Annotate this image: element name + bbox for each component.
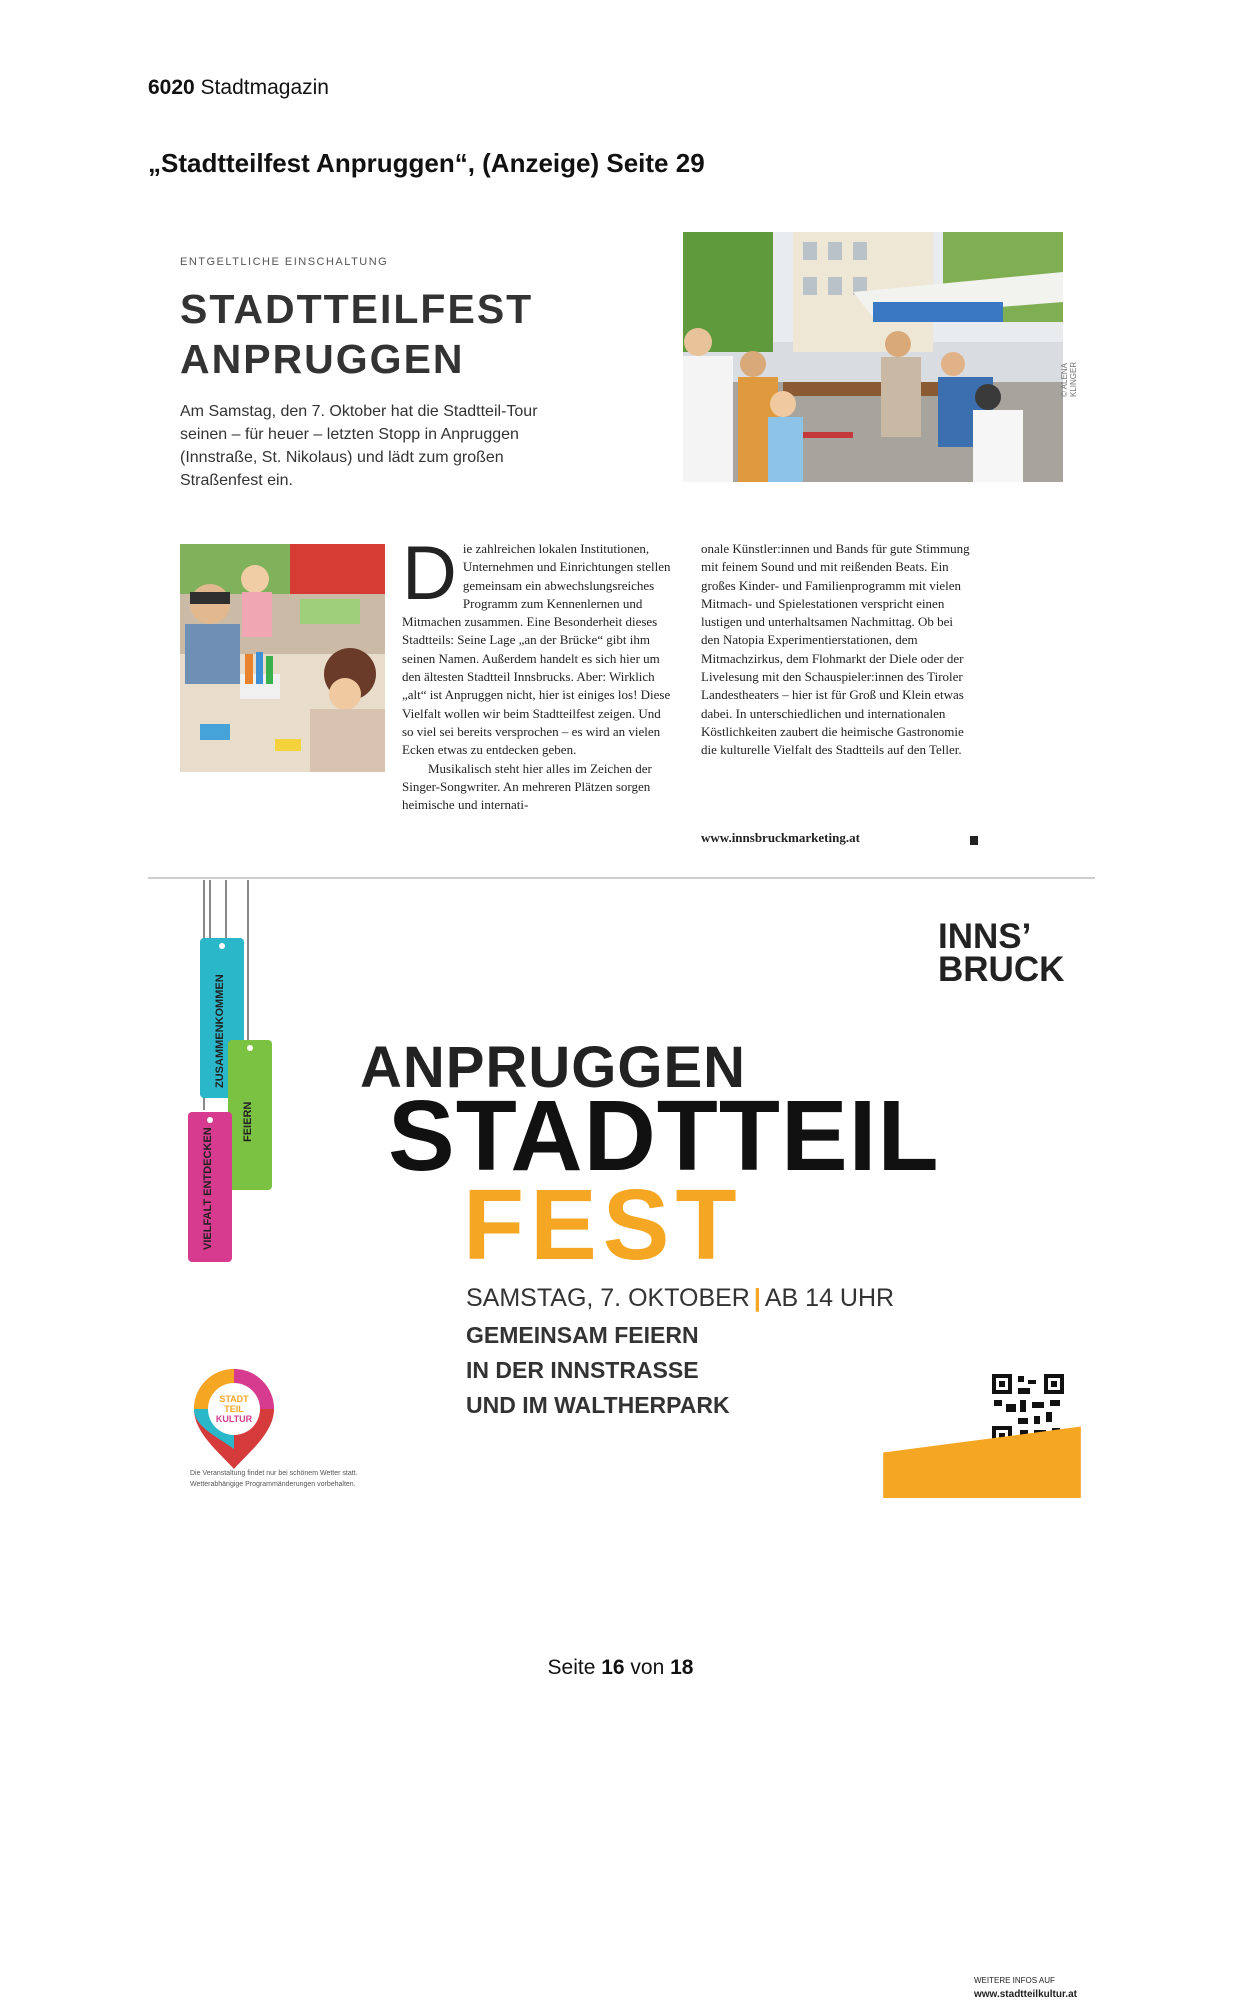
- innsbruck-logo: [938, 917, 1065, 989]
- body-column-2: onale Künstler:innen und Bands für gute Stimmung mit feinem Sound und mit reißenden Beats. Ein großes Kinder- und Familienprogramm mit vielen Mitmach- und Spielestationen verspricht einen lustigen und unterhaltsamen Nachmittag. Ob bei den Natopia Experimentierstationen, dem Mitmachzirkus, dem Flohmarkt der Diele oder der Livelesung mit den Schauspieler:innen des Tiroler Landestheaters – hier ist für Groß und Klein etwas dabei. In unterschiedlichen und internationalen Köstlichkeiten zaubert die heimische Gastronomie die kulturelle Vielfalt des Stadtteils auf den Teller.: [701, 541, 970, 758]
- body-paragraph-2: Musikalisch steht hier alles im Zeichen der Singer-Songwriter. An mehreren Plätzen sorgen heimische und internati-: [402, 760, 652, 813]
- footer-middle: von: [624, 1656, 671, 1679]
- page-footer: [0, 1656, 1241, 1680]
- info-banner-shape: [882, 1408, 1082, 1498]
- badge-line-3: KULTUR: [215, 1414, 253, 1424]
- article-title: „Stadtteilfest Anpruggen“, (Anzeige) Seite 29: [148, 148, 705, 178]
- infos-label: WEITERE INFOS AUF: [974, 1976, 1055, 1985]
- section-divider: [148, 877, 1095, 879]
- ad-date-time: AB 14 UHR: [764, 1284, 895, 1312]
- logo-line-2: BRUCK: [938, 950, 1065, 989]
- tag-vielfalt-entdecken: VIELFALT ENTDECKEN: [202, 1127, 214, 1250]
- footer-total-pages: 18: [670, 1656, 694, 1679]
- badge-line-1: STADT: [219, 1394, 249, 1404]
- ad-date: [466, 1284, 894, 1313]
- children-painting-photo: [180, 544, 385, 772]
- hanging-tags-graphic: [148, 880, 288, 1310]
- stadtteilkultur-badge: [188, 1365, 280, 1473]
- end-mark-icon: [970, 836, 978, 845]
- tag-feiern: FEIERN: [242, 1101, 254, 1142]
- footer-current-page: 16: [601, 1656, 625, 1679]
- photo-credit: © ALENA KLINGER: [1060, 361, 1078, 397]
- ad-title-fest: FEST: [463, 1169, 743, 1281]
- weather-note-line-1: Die Veranstaltung findet nur bei schönem Wetter statt.: [190, 1470, 358, 1477]
- ad-title-stadtteil: STADTTEIL: [388, 1080, 940, 1192]
- body-paragraph-1: ie zahlreichen lokalen Institutionen, Unternehmen und Einrichtungen stellen gemeinsam ein abwechslungsreiches Programm zum Kennenlernen und Mitmachen zusammen. Eine Besonderheit dieses Stadtteils: Seine Lage „an der Brücke“ gibt ihm seinen Namen. Außerdem handelt es sich hier um den ältesten Stadtteil Innsbrucks. Aber: Wirklich „alt“ ist Anpruggen nicht, hier ist einiges los! Diese Vielfalt wollen wir beim Stadtteilfest zeigen. Und so viel sei bereits versprochen – es wird an vielen Ecken etwas zu entdecken geben.: [402, 541, 671, 758]
- ad-title-anpruggen: ANPRUGGEN: [360, 1035, 747, 1100]
- infos-url[interactable]: www.stadtteilkultur.at: [974, 1989, 1077, 2000]
- article-kicker: ENTGELTLICHE EINSCHALTUNG: [180, 256, 389, 268]
- street-festival-illustration: [683, 232, 1063, 482]
- publication-number: 6020: [148, 76, 195, 99]
- dropcap: D: [402, 531, 457, 616]
- ad-date-day: SAMSTAG, 7. OKTOBER: [466, 1284, 750, 1312]
- article-lead: Am Samstag, den 7. Oktober hat die Stadtteil-Tour seinen – für heuer – letzten Stopp in Anpruggen (Innstraße, St. Nikolaus) und lädt zum großen Straßenfest ein.: [180, 403, 538, 489]
- ad-subtitle-line-2: IN DER INNSTRASSE: [466, 1357, 699, 1383]
- headline-line-2: ANPRUGGEN: [180, 336, 465, 382]
- ad-date-separator: |: [753, 1284, 761, 1312]
- children-painting-illustration: [180, 544, 385, 772]
- weather-note-line-2: Wetterabhängige Programmänderungen vorbehalten.: [190, 1481, 356, 1488]
- ad-subtitle-line-1: GEMEINSAM FEIERN: [466, 1322, 699, 1348]
- publication-name: Stadtmagazin: [194, 76, 329, 99]
- logo-line-1: INNS’: [938, 917, 1032, 956]
- street-festival-photo: [683, 232, 1063, 482]
- weather-note: [190, 1468, 358, 1490]
- tag-zusammenkommen: ZUSAMMENKOMMEN: [214, 974, 226, 1088]
- footer-prefix: Seite: [547, 1656, 602, 1679]
- article-section: [148, 232, 1095, 872]
- body-column-1: [402, 531, 675, 814]
- badge-line-2: TEIL: [224, 1404, 244, 1414]
- headline-line-1: STADTTEILFEST: [180, 286, 534, 332]
- ad-subtitle-line-3: UND IM WALTHERPARK: [466, 1392, 730, 1418]
- info-banner: [882, 1408, 1095, 2000]
- ad-subtitle: [466, 1318, 730, 1423]
- article-url: www.innsbruckmarketing.at: [701, 830, 860, 845]
- publication-header: [148, 76, 329, 100]
- article-headline: [180, 284, 533, 384]
